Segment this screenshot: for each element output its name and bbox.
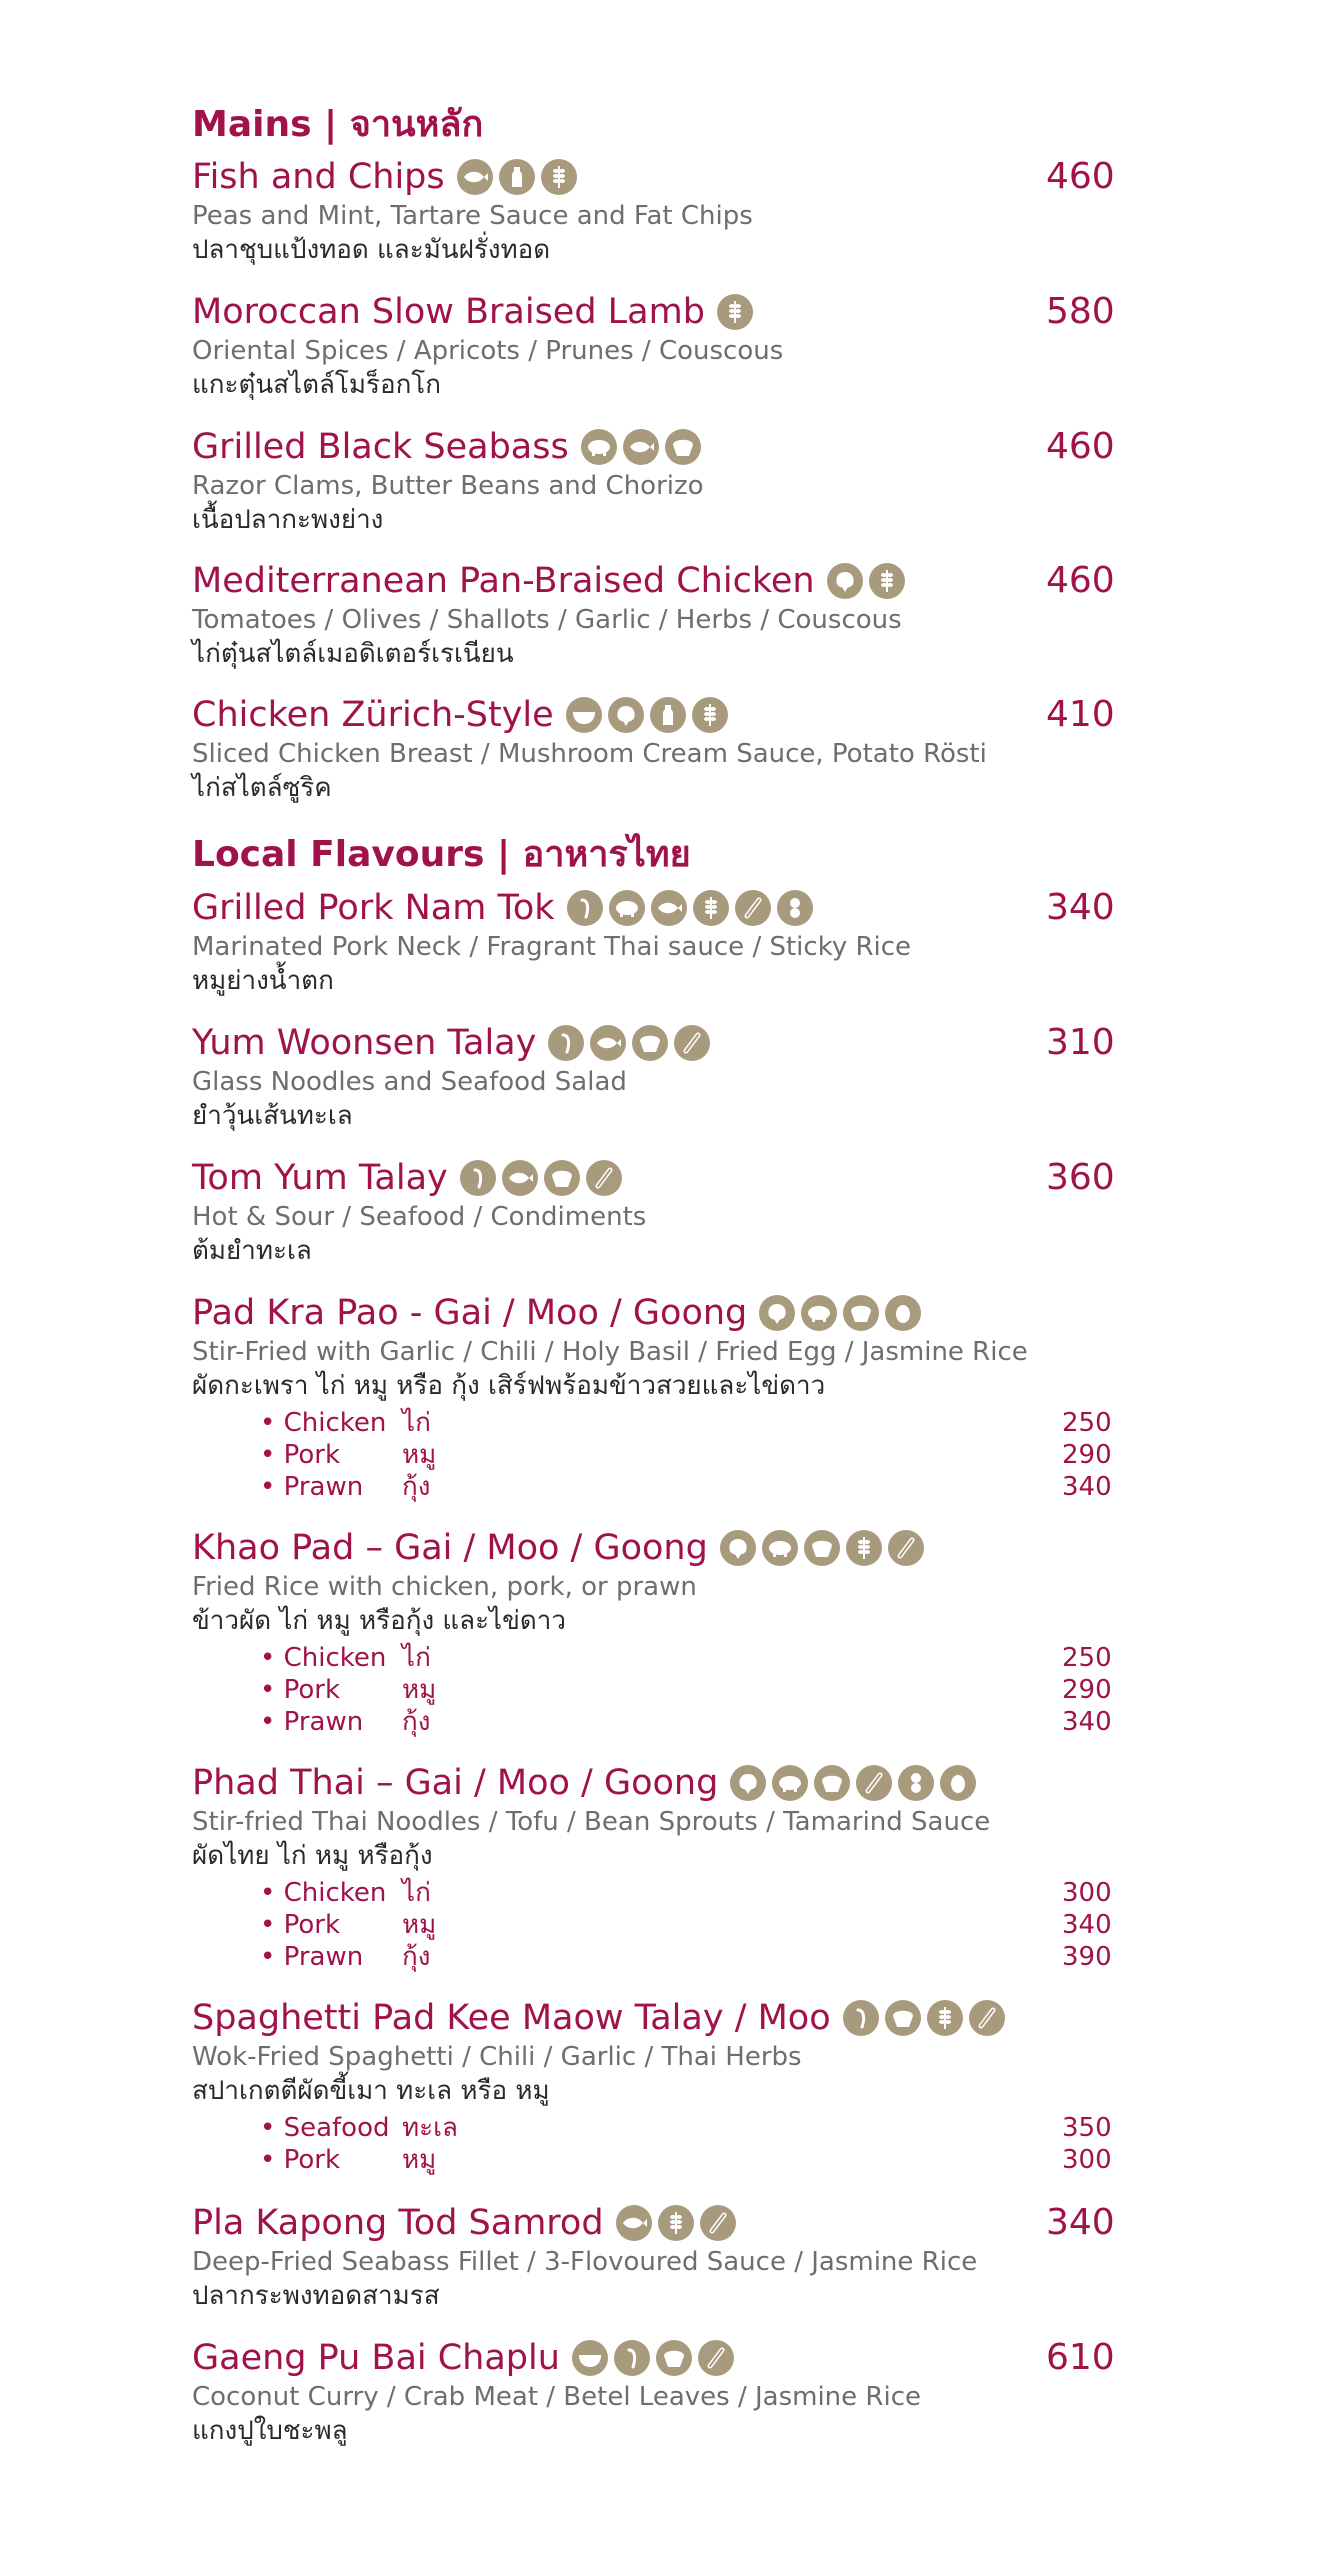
option-row: [192, 1439, 1152, 1471]
menu-item-header: [192, 559, 1152, 603]
chili-icon: [548, 1025, 584, 1061]
wheat-icon: [869, 563, 905, 599]
dish-thai-name: ต้มยำทะเล: [192, 1236, 312, 1266]
peanut-icon: [777, 890, 813, 926]
dish-thai-name: เนื้อปลากะพงย่าง: [192, 505, 384, 535]
option-price: 350: [1062, 2113, 1112, 2143]
option-name: • Pork: [260, 1440, 341, 1470]
shellfish-icon: [665, 429, 701, 465]
menu-item-header: [192, 1156, 1152, 1200]
option-thai-name: หมู: [402, 1440, 437, 1470]
dish-description: Wok-Fried Spaghetti / Chili / Garlic / Thai Herbs: [192, 2042, 802, 2072]
dietary-icons: [720, 1530, 930, 1566]
shellfish-icon: [656, 2340, 692, 2376]
option-thai-name: กุ้ง: [402, 1707, 431, 1737]
dish-thai-name: ผัดไทย ไก่ หมู หรือกุ้ง: [192, 1841, 433, 1871]
pepper-icon: [700, 2205, 736, 2241]
option-row: [192, 1642, 1152, 1674]
menu-item: [192, 1526, 1152, 1738]
option-price: 340: [1062, 1910, 1112, 1940]
dish-description: Glass Noodles and Seafood Salad: [192, 1067, 627, 1097]
milk-bottle-icon: [650, 697, 686, 733]
fish-icon: [623, 429, 659, 465]
dish-description: Deep-Fried Seabass Fillet / 3-Flovoured Sauce / Jasmine Rice: [192, 2247, 978, 2277]
option-thai-name: ไก่: [402, 1643, 431, 1673]
menu-item: [192, 2201, 1152, 2313]
wheat-icon: [927, 2000, 963, 2036]
menu-item-header: [192, 2201, 1152, 2245]
shellfish-icon: [544, 1160, 580, 1196]
menu-item: [192, 155, 1152, 267]
dish-name: Phad Thai – Gai / Moo / Goong: [192, 1763, 719, 1803]
dietary-icons: [460, 1160, 628, 1196]
option-price: 340: [1062, 1707, 1112, 1737]
dietary-icons: [566, 697, 734, 733]
chili-icon: [567, 890, 603, 926]
option-thai-name: ไก่: [402, 1408, 431, 1438]
chicken-icon: [827, 563, 863, 599]
dish-price: 580: [1046, 291, 1115, 332]
option-name: • Prawn: [260, 1472, 364, 1502]
dish-price: 460: [1046, 560, 1115, 601]
option-name: • Chicken: [260, 1408, 387, 1438]
dietary-icons: [730, 1765, 982, 1801]
pepper-icon: [674, 1025, 710, 1061]
option-price: 300: [1062, 1878, 1112, 1908]
dish-price: 460: [1046, 426, 1115, 467]
pepper-icon: [856, 1765, 892, 1801]
option-name: • Pork: [260, 2145, 341, 2175]
dish-name: Yum Woonsen Talay: [192, 1023, 537, 1063]
dish-description: Stir-Fried with Garlic / Chili / Holy Basil / Fried Egg / Jasmine Rice: [192, 1337, 1028, 1367]
dietary-icons: [717, 294, 759, 330]
bowl-icon: [566, 697, 602, 733]
option-price: 250: [1062, 1643, 1112, 1673]
fish-icon: [457, 159, 493, 195]
dish-name: Mediterranean Pan-Braised Chicken: [192, 561, 815, 601]
dish-description: Marinated Pork Neck / Fragrant Thai sauce / Sticky Rice: [192, 932, 912, 962]
shellfish-icon: [814, 1765, 850, 1801]
option-price: 340: [1062, 1472, 1112, 1502]
option-name: • Pork: [260, 1675, 341, 1705]
menu-item: [192, 1761, 1152, 1973]
menu-item: [192, 559, 1152, 671]
bowl-icon: [572, 2340, 608, 2376]
egg-icon: [940, 1765, 976, 1801]
chili-icon: [614, 2340, 650, 2376]
dish-name: Fish and Chips: [192, 157, 445, 197]
option-row: [192, 1909, 1152, 1941]
shellfish-icon: [804, 1530, 840, 1566]
option-name: • Chicken: [260, 1878, 387, 1908]
fish-icon: [616, 2205, 652, 2241]
option-price: 250: [1062, 1408, 1112, 1438]
dish-name: Tom Yum Talay: [192, 1158, 448, 1198]
menu-item-header: [192, 693, 1152, 737]
pepper-icon: [735, 890, 771, 926]
option-thai-name: ไก่: [402, 1878, 431, 1908]
option-thai-name: หมู: [402, 2145, 437, 2175]
dietary-icons: [759, 1295, 927, 1331]
option-row: [192, 1471, 1152, 1503]
dish-name: Chicken Zürich-Style: [192, 695, 554, 735]
pig-icon: [772, 1765, 808, 1801]
menu-item-header: [192, 886, 1152, 930]
dish-description: Fried Rice with chicken, pork, or prawn: [192, 1572, 697, 1602]
dish-name: Grilled Black Seabass: [192, 427, 569, 467]
chicken-icon: [608, 697, 644, 733]
dietary-icons: [616, 2205, 742, 2241]
peanut-icon: [898, 1765, 934, 1801]
menu-item: [192, 2336, 1152, 2448]
dish-description: Tomatoes / Olives / Shallots / Garlic / Herbs / Couscous: [192, 605, 902, 635]
fish-icon: [590, 1025, 626, 1061]
dish-options: [192, 1407, 1152, 1503]
fish-icon: [651, 890, 687, 926]
option-row: [192, 1706, 1152, 1738]
menu-item: [192, 1156, 1152, 1268]
option-thai-name: กุ้ง: [402, 1942, 431, 1972]
menu-item-header: [192, 2336, 1152, 2380]
dish-price: 410: [1046, 694, 1115, 735]
dish-name: Pla Kapong Tod Samrod: [192, 2203, 604, 2243]
dish-price: 340: [1046, 2202, 1115, 2243]
menu-item: [192, 1021, 1152, 1133]
menu-item-header: [192, 425, 1152, 469]
option-row: [192, 2144, 1152, 2176]
option-price: 290: [1062, 1675, 1112, 1705]
milk-bottle-icon: [499, 159, 535, 195]
pig-icon: [801, 1295, 837, 1331]
dish-thai-name: ไก่ตุ๋นสไตล์เมอดิเตอร์เรเนียน: [192, 639, 514, 669]
dish-options: [192, 1877, 1152, 1973]
chicken-icon: [720, 1530, 756, 1566]
dish-thai-name: ปลากระพงทอดสามรส: [192, 2281, 440, 2311]
menu-item-header: [192, 290, 1152, 334]
option-row: [192, 1674, 1152, 1706]
dish-name: Grilled Pork Nam Tok: [192, 888, 555, 928]
dish-thai-name: ปลาชุบแป้งทอด และมันฝรั่งทอด: [192, 235, 551, 265]
option-row: [192, 2112, 1152, 2144]
menu-item-header: [192, 1021, 1152, 1065]
menu-item: [192, 1996, 1152, 2176]
dish-thai-name: ยำวุ้นเส้นทะเล: [192, 1101, 353, 1131]
dish-thai-name: สปาเกตตีผัดขี้เมา ทะเล หรือ หมู: [192, 2076, 550, 2106]
dietary-icons: [581, 429, 707, 465]
wheat-icon: [692, 697, 728, 733]
wheat-icon: [541, 159, 577, 195]
option-thai-name: หมู: [402, 1910, 437, 1940]
option-name: • Seafood: [260, 2113, 390, 2143]
dietary-icons: [843, 2000, 1011, 2036]
dish-thai-name: ข้าวผัด ไก่ หมู หรือกุ้ง และไข่ดาว: [192, 1606, 566, 1636]
menu-item-header: [192, 1761, 1152, 1805]
chili-icon: [843, 2000, 879, 2036]
menu-item: [192, 886, 1152, 998]
dish-name: Spaghetti Pad Kee Maow Talay / Moo: [192, 1998, 831, 2038]
fish-icon: [502, 1160, 538, 1196]
dish-options: [192, 2112, 1152, 2176]
pepper-icon: [888, 1530, 924, 1566]
option-row: [192, 1941, 1152, 1973]
dietary-icons: [567, 890, 819, 926]
option-row: [192, 1407, 1152, 1439]
dish-description: Sliced Chicken Breast / Mushroom Cream Sauce, Potato Rösti: [192, 739, 987, 769]
dietary-icons: [572, 2340, 740, 2376]
wheat-icon: [846, 1530, 882, 1566]
pepper-icon: [586, 1160, 622, 1196]
dish-description: Oriental Spices / Apricots / Prunes / Couscous: [192, 336, 784, 366]
dish-name: Gaeng Pu Bai Chaplu: [192, 2338, 560, 2378]
menu-item: [192, 290, 1152, 402]
dish-name: Moroccan Slow Braised Lamb: [192, 292, 705, 332]
menu-item-header: [192, 1291, 1152, 1335]
option-price: 390: [1062, 1942, 1112, 1972]
dish-name: Khao Pad – Gai / Moo / Goong: [192, 1528, 708, 1568]
menu-item-header: [192, 155, 1152, 199]
option-thai-name: กุ้ง: [402, 1472, 431, 1502]
wheat-icon: [717, 294, 753, 330]
dish-description: Stir-fried Thai Noodles / Tofu / Bean Sprouts / Tamarind Sauce: [192, 1807, 991, 1837]
section-title: Local Flavours | อาหารไทย: [192, 834, 691, 875]
pepper-icon: [698, 2340, 734, 2376]
dish-description: Coconut Curry / Crab Meat / Betel Leaves / Jasmine Rice: [192, 2382, 922, 2412]
section-title: Mains | จานหลัก: [192, 104, 484, 145]
wheat-icon: [693, 890, 729, 926]
shellfish-icon: [843, 1295, 879, 1331]
dish-price: 360: [1046, 1157, 1115, 1198]
pig-icon: [581, 429, 617, 465]
option-name: • Prawn: [260, 1707, 364, 1737]
dish-price: 340: [1046, 887, 1115, 928]
option-name: • Chicken: [260, 1643, 387, 1673]
egg-icon: [885, 1295, 921, 1331]
dish-options: [192, 1642, 1152, 1738]
option-thai-name: หมู: [402, 1675, 437, 1705]
dish-description: Peas and Mint, Tartare Sauce and Fat Chips: [192, 201, 753, 231]
dietary-icons: [457, 159, 583, 195]
dish-price: 460: [1046, 156, 1115, 197]
option-price: 300: [1062, 2145, 1112, 2175]
dish-description: Razor Clams, Butter Beans and Chorizo: [192, 471, 704, 501]
chili-icon: [460, 1160, 496, 1196]
dietary-icons: [827, 563, 911, 599]
option-name: • Pork: [260, 1910, 341, 1940]
dish-description: Hot & Sour / Seafood / Condiments: [192, 1202, 647, 1232]
option-thai-name: ทะเล: [402, 2113, 458, 2143]
option-price: 290: [1062, 1440, 1112, 1470]
option-row: [192, 1877, 1152, 1909]
wheat-icon: [658, 2205, 694, 2241]
menu-item-header: [192, 1526, 1152, 1570]
menu-item-header: [192, 1996, 1152, 2040]
dish-thai-name: ผัดกะเพรา ไก่ หมู หรือ กุ้ง เสิร์ฟพร้อมข้าวสวยและไข่ดาว: [192, 1371, 826, 1401]
dietary-icons: [548, 1025, 716, 1061]
pig-icon: [762, 1530, 798, 1566]
shellfish-icon: [885, 2000, 921, 2036]
option-name: • Prawn: [260, 1942, 364, 1972]
dish-thai-name: แกะตุ๋นสไตล์โมร็อกโก: [192, 370, 442, 400]
dish-thai-name: หมูย่างน้ำตก: [192, 966, 334, 996]
shellfish-icon: [632, 1025, 668, 1061]
pig-icon: [609, 890, 645, 926]
dish-name: Pad Kra Pao - Gai / Moo / Goong: [192, 1293, 748, 1333]
chicken-icon: [730, 1765, 766, 1801]
dish-price: 310: [1046, 1022, 1115, 1063]
chicken-icon: [759, 1295, 795, 1331]
dish-thai-name: ไก่สไตล์ซูริค: [192, 773, 332, 803]
dish-price: 610: [1046, 2337, 1115, 2378]
menu-item: [192, 1291, 1152, 1503]
dish-thai-name: แกงปูใบชะพลู: [192, 2416, 348, 2446]
pepper-icon: [969, 2000, 1005, 2036]
menu-item: [192, 693, 1152, 805]
menu-item: [192, 425, 1152, 537]
